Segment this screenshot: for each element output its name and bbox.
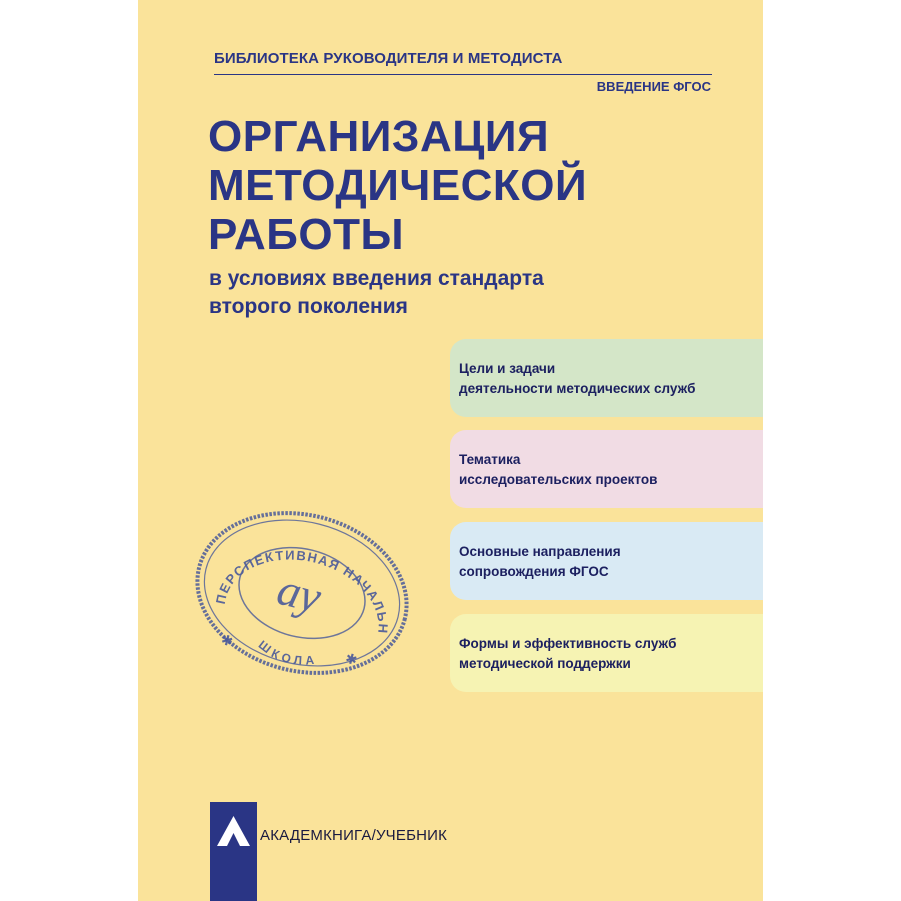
- svg-text:✱: ✱: [343, 650, 359, 670]
- topic-tab-forms: [450, 614, 763, 692]
- series-title: БИБЛИОТЕКА РУКОВОДИТЕЛЯ И МЕТОДИСТА: [214, 50, 563, 67]
- tab-line: сопровождения ФГОС: [459, 564, 609, 579]
- svg-text:✱: ✱: [219, 632, 235, 651]
- stamp-monogram: ау: [272, 562, 327, 623]
- svg-text:ШКОЛА: [254, 636, 323, 673]
- book-title: [208, 112, 587, 259]
- tab-line: методической поддержки: [459, 656, 631, 671]
- tab-line: Основные направления: [459, 544, 621, 559]
- tab-line: исследовательских проектов: [459, 472, 658, 487]
- subseries-title: ВВЕДЕНИЕ ФГОС: [596, 79, 711, 94]
- subtitle-line: в условиях введения стандарта: [209, 267, 544, 290]
- topic-tab-directions: [450, 522, 763, 600]
- tab-line: Тематика: [459, 452, 521, 467]
- book-subtitle: [209, 265, 544, 321]
- series-divider: [214, 74, 712, 75]
- stamp-bottom-text: ШКОЛА: [255, 637, 319, 668]
- topic-tab-research: [450, 430, 763, 508]
- book-cover: [138, 0, 763, 901]
- publisher-logo-icon: [210, 812, 257, 852]
- tab-line: деятельности методических служб: [459, 381, 696, 396]
- tab-line: Формы и эффективность служб: [459, 636, 677, 651]
- title-line: МЕТОДИЧЕСКОЙ: [208, 161, 588, 210]
- subtitle-line: второго поколения: [209, 295, 408, 318]
- publisher-name: АКАДЕМКНИГА/УЧЕБНИК: [260, 827, 448, 844]
- tab-line: Цели и задачи: [459, 361, 556, 376]
- title-line: РАБОТЫ: [208, 210, 405, 259]
- title-line: ОРГАНИЗАЦИЯ: [208, 112, 550, 161]
- stamp-arc-text: ПЕРСПЕКТИВНАЯ НАЧАЛЬНАЯ: [212, 547, 391, 636]
- topic-tab-goals: [450, 339, 763, 417]
- school-stamp-icon: [190, 505, 415, 680]
